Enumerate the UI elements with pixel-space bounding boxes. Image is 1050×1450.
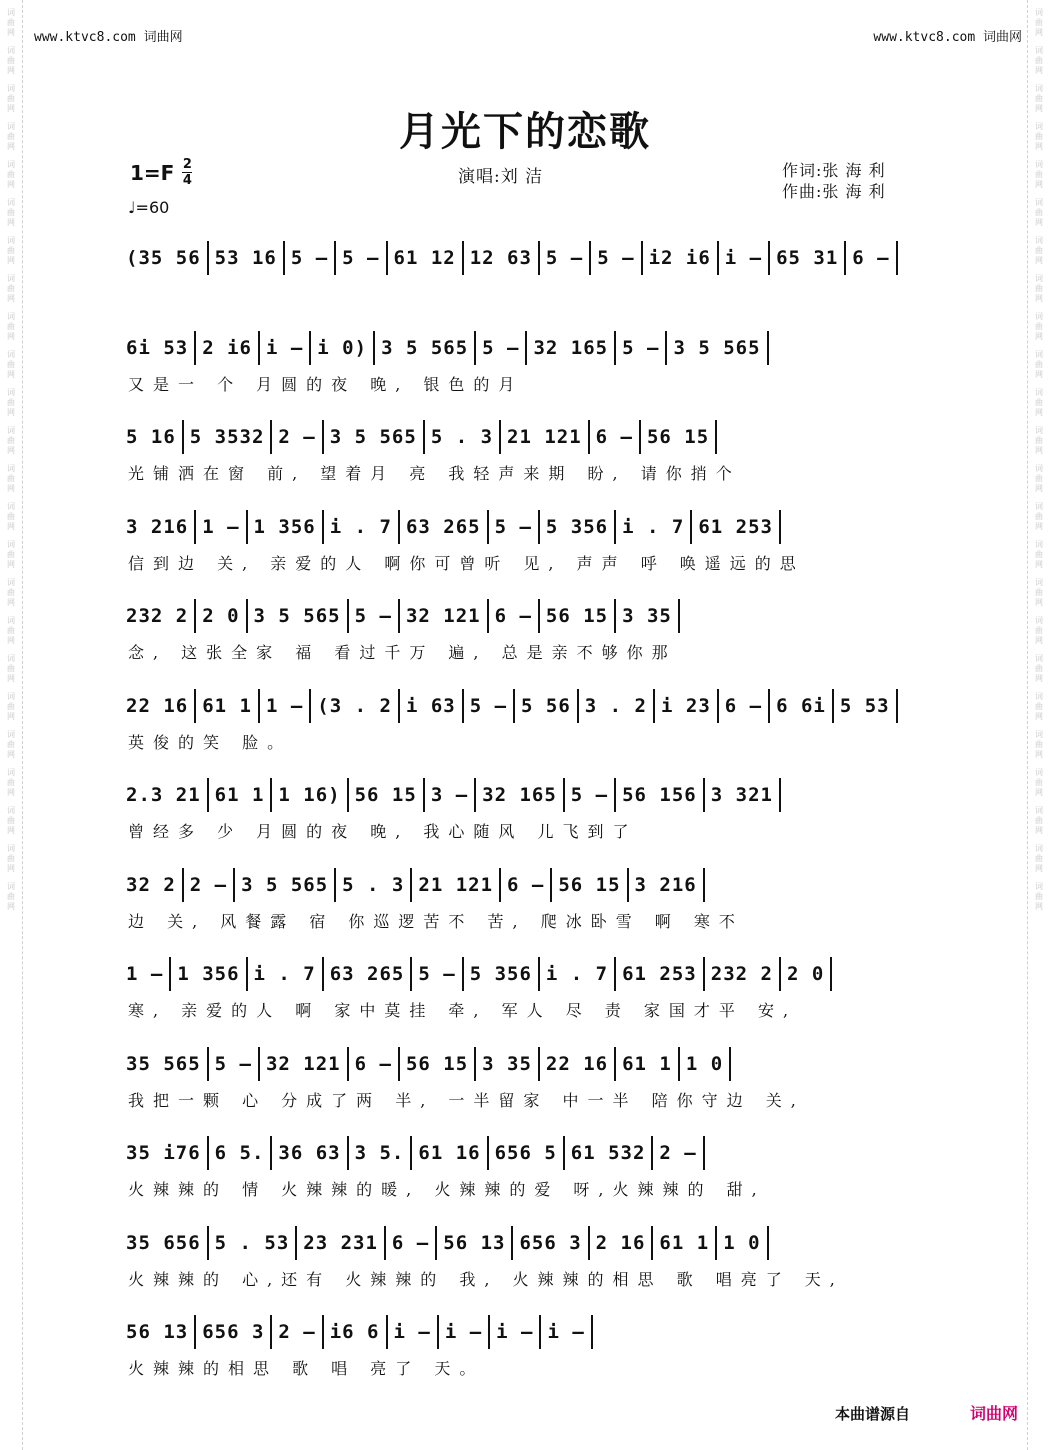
measure: 232 2 xyxy=(703,957,779,991)
measure: 61 253 xyxy=(690,510,781,544)
measure: 32 121 xyxy=(398,599,487,633)
notes-line xyxy=(120,509,930,545)
watermark-text: 词曲网 xyxy=(1035,388,1043,417)
measure: 2 – xyxy=(182,868,233,902)
watermark-text: 词曲网 xyxy=(7,388,15,417)
measure: 56 15 xyxy=(550,868,626,902)
measure: 5 . 53 xyxy=(207,1226,296,1260)
source-note: 本曲谱源自 xyxy=(834,1405,910,1423)
measure: 3 5 565 xyxy=(665,331,768,365)
measure: 2 – xyxy=(270,1315,321,1349)
watermark-text: 词曲网 xyxy=(1035,84,1043,113)
watermark-text: 词曲网 xyxy=(7,350,15,379)
watermark-text: 词曲网 xyxy=(7,730,15,759)
lyricist-credit: 作词:张 海 利 xyxy=(782,161,886,180)
measure: 656 5 xyxy=(487,1136,563,1170)
measure: 32 2 xyxy=(126,873,176,896)
measure: 3 35 xyxy=(614,599,680,633)
measure: (3 . 2 xyxy=(309,689,398,723)
measure: 6 – xyxy=(844,241,897,275)
measure: 63 265 xyxy=(398,510,487,544)
watermark-text: 词曲网 xyxy=(7,654,15,683)
measure: 65 31 xyxy=(768,241,844,275)
watermark-text: 词曲网 xyxy=(1035,312,1043,341)
notes-line xyxy=(120,330,930,366)
measure: 5 – xyxy=(207,1047,258,1081)
watermark-text: 词曲网 xyxy=(1035,578,1043,607)
measure: 5 – xyxy=(347,599,398,633)
measure: 1 – xyxy=(194,510,245,544)
measure: 1 16) xyxy=(270,778,346,812)
writer-credits xyxy=(782,160,886,202)
lyrics-line: 火辣辣的相思 歌 唱 亮了 天。 xyxy=(128,1359,485,1378)
measure: 5 . 3 xyxy=(334,868,410,902)
measure: 1 – xyxy=(126,963,164,985)
watermark-text: 词曲网 xyxy=(1035,8,1043,37)
measure: i6 6 xyxy=(322,1315,386,1349)
measure: i – xyxy=(437,1315,488,1349)
watermark-text: 词曲网 xyxy=(7,692,15,721)
watermark-text: 词曲网 xyxy=(7,502,15,531)
watermark-text: 词曲网 xyxy=(7,426,15,455)
measure: i2 i6 xyxy=(641,241,717,275)
measure: (35 56 xyxy=(126,247,201,269)
score-row xyxy=(120,330,930,395)
key-signature xyxy=(130,158,192,187)
measure: 656 3 xyxy=(511,1226,587,1260)
watermark-text: 词曲网 xyxy=(1035,198,1043,227)
measure: 5 . 3 xyxy=(423,420,499,454)
watermark-text: 词曲网 xyxy=(7,844,15,873)
measure: 56 15 xyxy=(639,420,717,454)
measure: i – xyxy=(386,1315,437,1349)
watermark-text: 词曲网 xyxy=(7,464,15,493)
lyrics-line: 曾经多 少 月圆的夜 晚, 我心随风 儿飞到了 xyxy=(128,822,638,841)
score-row xyxy=(120,867,930,932)
measure: 5 56 xyxy=(513,689,577,723)
measure: 6 – xyxy=(347,1047,398,1081)
site-url-left[interactable]: www.ktvc8.com 词曲网 xyxy=(34,30,183,45)
measure: 61 16 xyxy=(410,1136,486,1170)
measure: 3 . 2 xyxy=(577,689,653,723)
watermark-text: 词曲网 xyxy=(7,616,15,645)
measure: i – xyxy=(539,1315,592,1349)
measure: 32 165 xyxy=(525,331,614,365)
measure: 56 15 xyxy=(347,778,423,812)
measure: 22 16 xyxy=(126,694,189,717)
watermark-text: 词曲网 xyxy=(1035,844,1043,873)
tempo-marking: ♩=60 xyxy=(128,198,170,217)
time-signature xyxy=(182,158,192,187)
measure: 5 – xyxy=(474,331,525,365)
measure: 3 5. xyxy=(347,1136,411,1170)
measure: 5 – xyxy=(614,331,665,365)
song-title: 月光下的恋歌 xyxy=(399,108,651,155)
watermark-text: 词曲网 xyxy=(1035,274,1043,303)
measure: 6 – xyxy=(499,868,550,902)
measure: 3 216 xyxy=(627,868,705,902)
lyrics-line: 边 关, 风餐露 宿 你巡逻苦不 苦, 爬冰卧雪 啊 寒不 xyxy=(128,911,744,931)
measure: i . 7 xyxy=(614,510,690,544)
watermark-text: 词曲网 xyxy=(1035,730,1043,759)
score-row xyxy=(120,956,930,1021)
watermark-text: 词曲网 xyxy=(1035,350,1043,379)
measure: 12 63 xyxy=(462,241,538,275)
measure: 61 1 xyxy=(207,778,271,812)
measure: 2 i6 xyxy=(194,331,258,365)
watermark-text: 词曲网 xyxy=(1035,616,1043,645)
measure: 6 – xyxy=(487,599,538,633)
score-row xyxy=(120,688,930,753)
watermark-text: 词曲网 xyxy=(7,540,15,569)
watermark-text: 词曲网 xyxy=(7,46,15,75)
notes-line xyxy=(120,419,930,455)
measure: 3 5 565 xyxy=(322,420,423,454)
measure: 61 1 xyxy=(614,1047,678,1081)
measure: 1 356 xyxy=(169,957,245,991)
watermark-text: 词曲网 xyxy=(1035,464,1043,493)
notes-line xyxy=(120,956,930,992)
measure: 2.3 21 xyxy=(126,784,201,806)
watermark-text: 词曲网 xyxy=(1035,502,1043,531)
measure: 5 – xyxy=(462,689,513,723)
measure: 5 356 xyxy=(462,957,538,991)
watermark-text: 词曲网 xyxy=(1035,46,1043,75)
watermark-text: 词曲网 xyxy=(7,122,15,151)
measure: 6 – xyxy=(384,1226,435,1260)
key-label: 1=F xyxy=(130,160,175,185)
lyrics-line: 我把一颗 心 分成了两 半, 一半留家 中一半 陪你守边 关, xyxy=(128,1090,805,1110)
watermark-text: 词曲网 xyxy=(1035,426,1043,455)
score-row xyxy=(120,1225,930,1290)
measure: i . 7 xyxy=(322,510,398,544)
measure: 5 – xyxy=(589,241,640,275)
measure: 6 6i xyxy=(768,689,832,723)
measure: 61 1 xyxy=(194,689,258,723)
measure: 53 16 xyxy=(207,241,283,275)
measure: 6 – xyxy=(588,420,639,454)
notes-line xyxy=(120,1135,930,1171)
measure: 2 – xyxy=(651,1136,704,1170)
measure: 3 – xyxy=(423,778,474,812)
measure: 3 321 xyxy=(703,778,781,812)
measure: 21 121 xyxy=(410,868,499,902)
watermark-text: 词曲网 xyxy=(1035,768,1043,797)
measure: 5 – xyxy=(410,957,461,991)
measure: 6 – xyxy=(717,689,768,723)
measure: 2 – xyxy=(270,420,321,454)
lyrics-line: 念, 这张全家 福 看过千万 遍, 总是亲不够你那 xyxy=(128,643,677,662)
measure: 61 532 xyxy=(563,1136,652,1170)
measure: 1 – xyxy=(258,689,309,723)
measure: i 0) xyxy=(309,331,373,365)
notes-line xyxy=(120,688,930,724)
watermark-text: 词曲网 xyxy=(1035,160,1043,189)
measure: i – xyxy=(717,241,768,275)
score-row xyxy=(120,419,930,484)
measure: 61 253 xyxy=(614,957,703,991)
lyrics-line: 信到边 关, 亲爱的人 啊你可曾听 见, 声声 呼 唤遥远的思 xyxy=(128,553,805,573)
score-row xyxy=(120,1135,930,1200)
measure: 3 5 565 xyxy=(373,331,474,365)
score-row xyxy=(120,598,930,663)
watermark-text: 词曲网 xyxy=(1035,882,1043,911)
measure: 56 15 xyxy=(398,1047,474,1081)
time-top: 2 xyxy=(182,157,192,172)
brand-logo[interactable]: 词曲网 xyxy=(969,1404,1018,1423)
watermark-text: 词曲网 xyxy=(7,768,15,797)
measure: 1 0 xyxy=(678,1047,731,1081)
measure: 56 15 xyxy=(538,599,614,633)
measure: 6 5. xyxy=(207,1136,271,1170)
measure: 5 – xyxy=(538,241,589,275)
watermark-text: 词曲网 xyxy=(1035,236,1043,265)
measure: 656 3 xyxy=(194,1315,270,1349)
measure: i . 7 xyxy=(538,957,614,991)
watermark-text: 词曲网 xyxy=(7,806,15,835)
right-watermark-strip xyxy=(1027,0,1050,1450)
notes-line xyxy=(120,240,930,276)
score-row xyxy=(120,1046,930,1111)
lyrics-line: 火辣辣的 情 火辣辣的暖, 火辣辣的爱 呀,火辣辣的 甜, xyxy=(128,1180,766,1199)
notes-line xyxy=(120,1314,930,1350)
watermark-text: 词曲网 xyxy=(1035,122,1043,151)
score-row xyxy=(120,1314,930,1379)
lyrics-line: 英俊的笑 脸。 xyxy=(128,732,293,752)
notes-line xyxy=(120,1046,930,1082)
measure: 2 16 xyxy=(588,1226,652,1260)
notes-line xyxy=(120,1225,930,1261)
measure: 61 12 xyxy=(386,241,462,275)
time-bottom: 4 xyxy=(182,173,192,188)
watermark-text: 词曲网 xyxy=(7,198,15,227)
composer-credit: 作曲:张 海 利 xyxy=(782,182,886,201)
measure: 32 121 xyxy=(258,1047,347,1081)
measure: i . 7 xyxy=(246,957,322,991)
score-row xyxy=(120,240,930,282)
measure: 56 13 xyxy=(435,1226,511,1260)
measure: 35 656 xyxy=(126,1231,201,1254)
measure: 1 0 xyxy=(715,1226,768,1260)
measure: 63 265 xyxy=(322,957,411,991)
measure: 56 156 xyxy=(614,778,703,812)
watermark-text: 词曲网 xyxy=(7,8,15,37)
watermark-text: 词曲网 xyxy=(1035,654,1043,683)
watermark-text: 词曲网 xyxy=(7,312,15,341)
watermark-text: 词曲网 xyxy=(7,578,15,607)
watermark-text: 词曲网 xyxy=(1035,806,1043,835)
watermark-text: 词曲网 xyxy=(7,160,15,189)
measure: 21 121 xyxy=(499,420,588,454)
watermark-text: 词曲网 xyxy=(7,84,15,113)
notes-line xyxy=(120,598,930,634)
watermark-text: 词曲网 xyxy=(7,274,15,303)
measure: 6i 53 xyxy=(126,336,189,359)
watermark-text: 词曲网 xyxy=(7,236,15,265)
site-url-right[interactable]: www.ktvc8.com 词曲网 xyxy=(873,30,1022,45)
measure: 2 0 xyxy=(779,957,832,991)
measure: i – xyxy=(488,1315,539,1349)
measure: 5 – xyxy=(487,510,538,544)
measure: 3 5 565 xyxy=(246,599,347,633)
watermark-text: 词曲网 xyxy=(1035,692,1043,721)
measure: 5 – xyxy=(334,241,385,275)
lyrics-line: 寒, 亲爱的人 啊 家中莫挂 牵, 军人 尽 责 家国才平 安, xyxy=(128,1001,798,1020)
measure: i 63 xyxy=(398,689,462,723)
measure: 2 0 xyxy=(194,599,245,633)
lyrics-line: 光铺洒在窗 前, 望着月 亮 我轻声来期 盼, 请你捎个 xyxy=(128,464,741,483)
measure: 5 – xyxy=(563,778,614,812)
measure: 35 i76 xyxy=(126,1142,201,1164)
watermark-text: 词曲网 xyxy=(7,882,15,911)
measure: i 23 xyxy=(653,689,717,723)
notes-line xyxy=(120,777,930,813)
score-row xyxy=(120,777,930,842)
measure: 3 5 565 xyxy=(233,868,334,902)
score-row xyxy=(120,509,930,574)
measure: 5 – xyxy=(283,241,334,275)
measure: 35 565 xyxy=(126,1052,201,1075)
measure: 56 13 xyxy=(126,1321,189,1343)
measure: 5 53 xyxy=(832,689,898,723)
notes-line xyxy=(120,867,930,903)
left-watermark-strip xyxy=(0,0,23,1450)
measure: 32 165 xyxy=(474,778,563,812)
measure: 1 356 xyxy=(246,510,322,544)
measure: 36 63 xyxy=(270,1136,346,1170)
measure: i – xyxy=(258,331,309,365)
watermark-text: 词曲网 xyxy=(1035,540,1043,569)
lyrics-line: 又是一 个 月圆的夜 晚, 银色的月 xyxy=(128,374,524,394)
singer-credit: 演唱:刘 洁 xyxy=(458,167,544,187)
measure: 23 231 xyxy=(295,1226,384,1260)
measure: 5 3532 xyxy=(182,420,271,454)
measure: 3 35 xyxy=(474,1047,538,1081)
measure: 22 16 xyxy=(538,1047,614,1081)
measure: 5 356 xyxy=(538,510,614,544)
measure: 3 216 xyxy=(126,515,189,538)
measure: 5 16 xyxy=(126,426,176,448)
measure: 61 1 xyxy=(651,1226,715,1260)
measure: 232 2 xyxy=(126,605,189,627)
lyrics-line: 火辣辣的 心,还有 火辣辣的 我, 火辣辣的相思 歌 唱亮了 天, xyxy=(128,1269,844,1289)
